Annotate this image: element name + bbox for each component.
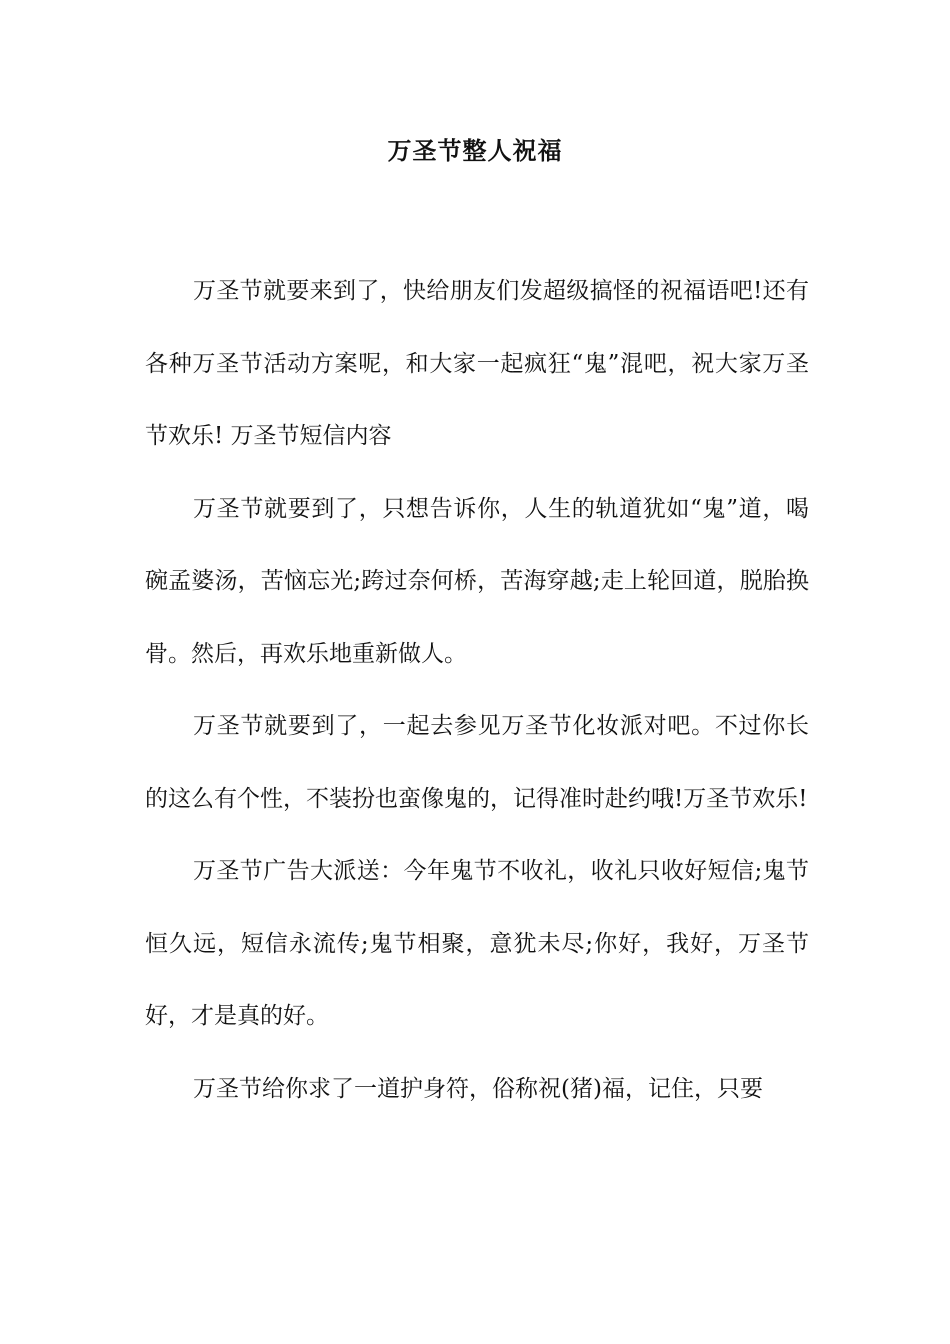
paragraph-1: 万圣节就要来到了，快给朋友们发超级搞怪的祝福语吧!还有各种万圣节活动方案呢，和大家一起疯狂“鬼”混吧，祝大家万圣节欢乐! 万圣节短信内容 <box>145 278 809 449</box>
paragraph-2: 万圣节就要到了，只想告诉你，人生的轨道犹如“鬼”道，喝碗孟婆汤，苦恼忘光;跨过奈何桥，苦海穿越;走上轮回道，脱胎换骨。然后，再欢乐地重新做人。 <box>145 495 809 667</box>
document-body <box>145 255 809 1125</box>
paragraph-5: 万圣节给你求了一道护身符，俗称祝(猪)福，记住，只要 <box>193 1075 763 1102</box>
document-title: 万圣节整人祝福 <box>387 136 563 165</box>
paragraph-4: 万圣节广告大派送：今年鬼节不收礼，收礼只收好短信;鬼节恒久远，短信永流传;鬼节相聚，意犹未尽;你好，我好，万圣节好，才是真的好。 <box>145 858 809 1029</box>
paragraph-3: 万圣节就要到了，一起去参见万圣节化妆派对吧。不过你长的这么有个性，不装扮也蛮像鬼的，记得准时赴约哦!万圣节欢乐! <box>145 713 809 812</box>
